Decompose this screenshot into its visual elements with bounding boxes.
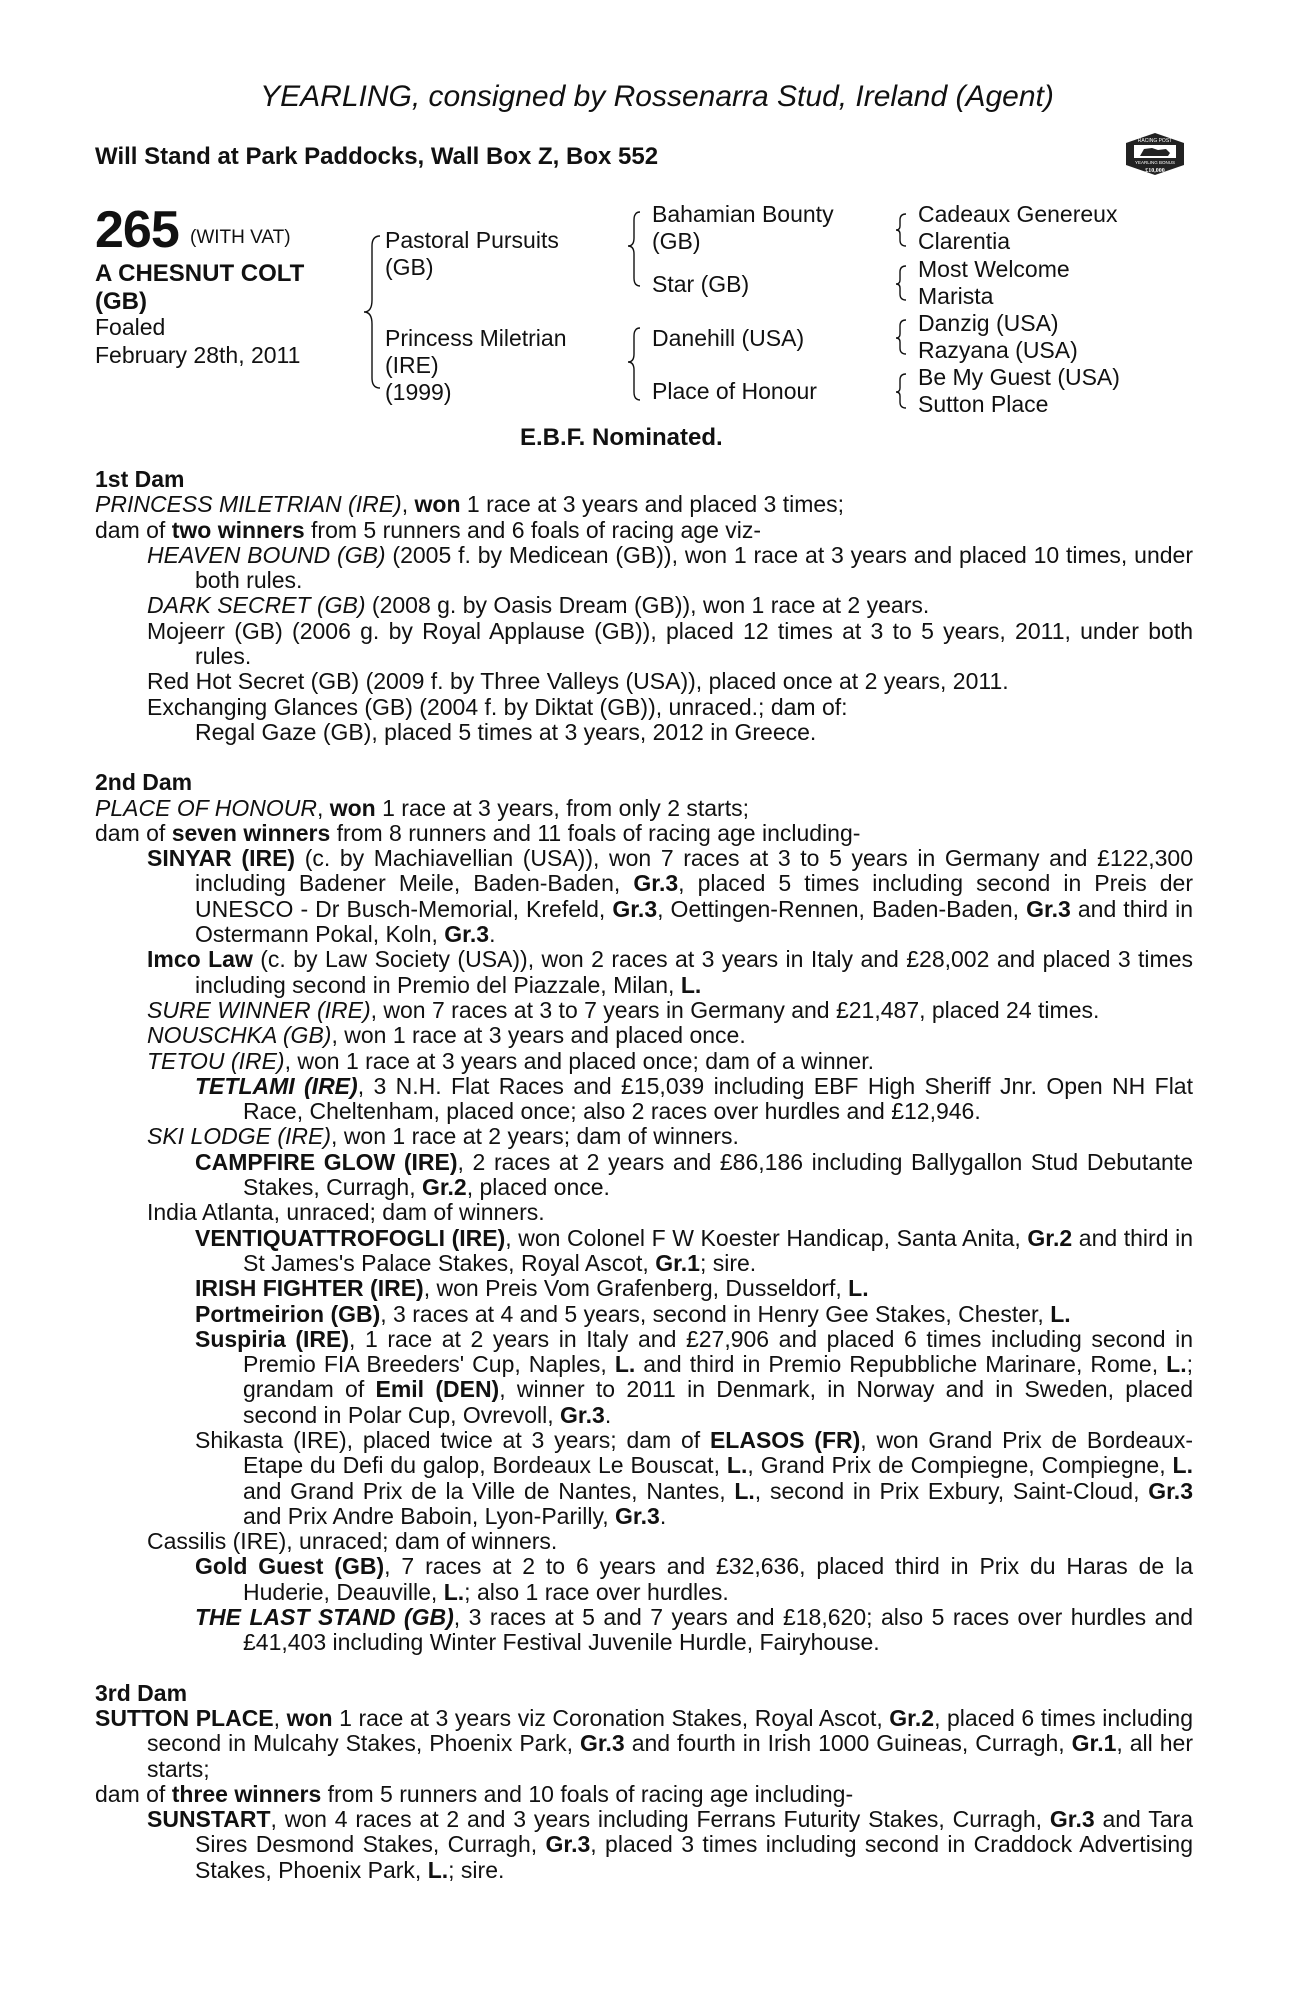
dam-sire: Danehill (USA) [652,325,805,351]
page-title: YEARLING, consigned by Rossenarra Stud, Ireland (Agent) [260,80,1054,113]
produce-entry: SKI LODGE (IRE), won 1 race at 2 years; dam of winners. [147,1123,739,1150]
produce-entry: TETOU (IRE), won 1 race at 3 years and placed once; dam of a winner. [147,1047,874,1074]
grandparent: Razyana (USA) [918,337,1078,363]
produce-entry: India Atlanta, unraced; dam of winners. [147,1199,545,1226]
lot-description: A CHESNUT COLT (GB) [95,260,305,315]
foaled-info: Foaled February 28th, 2011 [95,314,301,368]
stand-location: Will Stand at Park Paddocks, Wall Box Z, Box 552 [95,143,659,170]
first-dam-heading: 1st Dam [95,466,185,492]
grandparent: Sutton Place [918,391,1049,417]
grandparent: Most Welcome [918,256,1070,282]
grandparent: Cadeaux Genereux [918,201,1118,227]
grandproduce-entry: CAMPFIRE GLOW (IRE), 2 races at 2 years and £86,186 including Ballygallon Stud Debutante Stakes, Curragh, Gr.2, placed once. [195,1148,1193,1201]
ebf-nominated: E.B.F. Nominated. [520,424,723,451]
dam-name: Princess Miletrian (IRE) (1999) [385,325,567,405]
grandproduce-entry: IRISH FIGHTER (IRE), won Preis Vom Grafenberg, Dusseldorf, L. [195,1275,869,1302]
grandproduce-entry: Shikasta (IRE), placed twice at 3 years; dam of ELASOS (FR), won Grand Prix de Bordeaux-Etape du Defi du galop, Bordeaux Le Bouscat, L., Grand Prix de Compiegne, Compiegne, L. and Grand Prix de la Ville de Nantes, Nantes, L., second in Prix Exbury, Saint-Cloud, Gr.3 and Prix Andre Baboin, Lyon-Parilly, Gr.3. [195,1426,1193,1529]
lot-number: 265 [95,201,179,259]
grandproduce-entry: Gold Guest (GB), 7 races at 2 to 6 years and £32,636, placed third in Prix du Haras de la Huderie, Deauville, L.; also 1 race over hurdles. [195,1553,1193,1605]
sire-sire: Bahamian Bounty (GB) [652,201,834,254]
badge-mid-text: YEARLING BONUS [1134,160,1176,165]
grandproduce-entry: VENTIQUATTROFOGLI (IRE), won Colonel F W Koester Handicap, Santa Anita, Gr.2 and third in St James's Palace Stakes, Royal Ascot, Gr.1; sire. [195,1224,1193,1276]
produce-entry: SUNSTART, won 4 races at 2 and 3 years including Ferrans Futurity Stakes, Curragh, Gr.3 and Tara Sires Desmond Stakes, Curragh, Gr.3, placed 3 times including second in Craddock Advertising Stakes, Phoenix Park, L.; sire. [147,1806,1193,1883]
grandparent: Danzig (USA) [918,310,1059,336]
dam2-line: PLACE OF HONOUR, won 1 race at 3 years, from only 2 starts; [95,794,749,821]
catalogue-body [95,467,1193,1883]
grandproduce-entry: TETLAMI (IRE), 3 N.H. Flat Races and £15,039 including EBF High Sheriff Jnr. Open NH Flat Race, Cheltenham, placed once; also 2 races over hurdles and £12,946. [195,1072,1193,1125]
sire-dam: Star (GB) [652,271,750,297]
lot-vat: (WITH VAT) [190,227,291,248]
produce-entry: SINYAR (IRE) (c. by Machiavellian (USA)), won 7 races at 3 to 5 years in Germany and £122,300 including Badener Meile, Baden-Baden, Gr.3, placed 5 times including second in Preis der UNESCO - Dr Busch-Memorial, Krefeld, Gr.3, Oettingen-Rennen, Baden-Baden, Gr.3 and third in Ostermann Pokal, Koln, Gr.3. [147,845,1194,948]
produce-entry: Cassilis (IRE), unraced; dam of winners. [147,1528,558,1555]
sire-name: Pastoral Pursuits (GB) [385,227,559,280]
grandparent: Clarentia [918,228,1011,254]
badge-amount-text: £10,000 [1145,168,1165,174]
dam3-line: SUTTON PLACE, won 1 race at 3 years viz Coronation Stakes, Royal Ascot, Gr.2, placed 6 times including second in Mulcahy Stakes, Phoenix Park, Gr.3 and fourth in Irish 1000 Guineas, Curragh, Gr.1, all her starts; [95,1704,1193,1782]
third-dam-heading: 3rd Dam [95,1679,188,1706]
dam1-line: PRINCESS MILETRIAN (IRE), won 1 race at 3 years and placed 3 times; [95,491,845,518]
dam-dam: Place of Honour [652,378,817,404]
grandproduce-entry: THE LAST STAND (GB), 3 races at 5 and 7 years and £18,620; also 5 races over hurdles and £41,403 including Winter Festival Juvenile Hurdle, Fairyhouse. [195,1604,1193,1656]
horse-icon [1140,148,1170,156]
grandproduce-entry: Suspiria (IRE), 1 race at 2 years in Italy and £27,906 and placed 6 times including second in Premio FIA Breeders' Cup, Naples, L. and third in Premio Repubbliche Marinare, Rome, L.; grandam of Emil (DEN), winner to 2011 in Denmark, in Norway and in Sweden, placed second in Polar Cup, Ovrevoll, Gr.3. [195,1325,1194,1428]
grandproduce-entry: Portmeirion (GB), 3 races at 4 and 5 years, second in Henry Gee Stakes, Chester, L. [195,1300,1071,1327]
dam1-produce-line: dam of two winners from 5 runners and 6 foals of racing age viz- [95,516,762,543]
grandparent: Marista [918,283,994,309]
produce-entry: SURE WINNER (IRE), won 7 races at 3 to 7 years in Germany and £21,487, placed 24 times. [147,996,1100,1023]
produce-entry: Exchanging Glances (GB) (2004 f. by Diktat (GB)), unraced.; dam of: [147,693,848,720]
produce-entry: Regal Gaze (GB), placed 5 times at 3 years, 2012 in Greece. [195,718,817,745]
dam3-produce-line: dam of three winners from 5 runners and 10 foals of racing age including- [95,1780,854,1807]
produce-entry: Red Hot Secret (GB) (2009 f. by Three Valleys (USA)), placed once at 2 years, 2011. [147,668,1009,695]
produce-entry: Imco Law (c. by Law Society (USA)), won 2 races at 3 years in Italy and £28,002 and placed 3 times including second in Premio del Piazzale, Milan, L. [147,946,1193,998]
produce-entry: HEAVEN BOUND (GB) (2005 f. by Medicean (GB)), won 1 race at 3 years and placed 10 times, under both rules. [147,541,1193,594]
produce-entry: DARK SECRET (GB) (2008 g. by Oasis Dream (GB)), won 1 race at 2 years. [147,592,930,619]
yearling-bonus-badge [1122,131,1188,177]
produce-entry: Mojeerr (GB) (2006 g. by Royal Applause (GB)), placed 12 times at 3 to 5 years, 2011, under both rules. [147,617,1193,670]
produce-entry: NOUSCHKA (GB), won 1 race at 3 years and placed once. [147,1022,746,1049]
second-dam-heading: 2nd Dam [95,769,193,796]
dam2-produce-line: dam of seven winners from 8 runners and 11 foals of racing age including- [95,819,861,846]
grandparent: Be My Guest (USA) [918,364,1120,390]
badge-top-text: RACING POST [1137,138,1173,144]
